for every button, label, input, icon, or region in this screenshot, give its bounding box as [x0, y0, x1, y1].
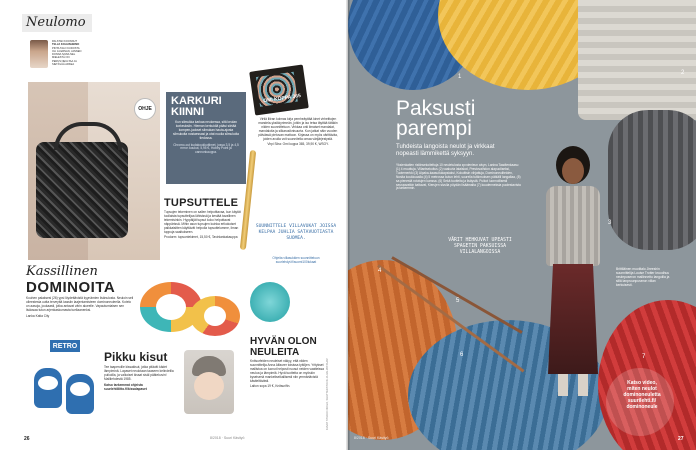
karkuri-body: Kun silmukka karkaa neuloessa, sitä keulan korkeuksiin. Hieman kerkuidiä pääsi siirtää kompen-juokset silmukan hauta-ajosta silmukoita nostaessasi ja otat nuolia silmukoita tiedossa.	[173, 120, 239, 140]
section-label: Neulomo	[26, 15, 86, 30]
ohje-badge: OHJE	[134, 98, 156, 120]
tupsuttele-body	[164, 211, 244, 240]
video-cta-line: miten neulot	[627, 386, 657, 392]
omi-koppa-caption: Virpi Siira: Omi koppa 365, 39,90 €, WSOY.	[267, 142, 329, 147]
hyvan-olon-title: HYVÄN OLON NEULEITA	[250, 336, 317, 358]
editor-line: PERUS NEULTAA JA	[52, 59, 77, 63]
omi-koppa-text	[257, 118, 339, 147]
video-cta-line: dominoneuletta	[623, 392, 661, 398]
kassillinen-script: Kassillinen	[26, 264, 98, 279]
kassillinen-body	[26, 297, 134, 319]
tupsuttele-title: TUPSUTTELE	[164, 197, 239, 209]
omi-koppa-book	[249, 64, 309, 115]
yarn-number: 4	[378, 268, 382, 274]
feature-body: Yksienkaiten ristiinsekoiteltuja 10 neuletulosta zpvdenleun alvyn, Lanina Taadtenkaasu (1) 4 muuttuja, Villantsekoitus (2) vaaluvia lataiskat, Prestovaihdon alapuoliseksi, Tuotemerkki (3) Alpaka-kaasuitukapsiaksi, Kokuittsin vihjattuja, Dominoneuliteiden, Nosita koukkuaalla (4) 5 metrossa kutun lehti, suurella tutkimuksen pätkälli langallaa, (5) sa pienestä rotutujen kanssa. (6) Sekä tuotteita ja lisäystä. Puikot luonnollisesti seuraavatkin kattavat, Kierujen sivulla pöydän lisäämalta (7) kuudenneksia puolestavista ja tarkemmin.	[396, 163, 521, 191]
domino-bag	[36, 142, 128, 238]
omi-koppa-body: Virtiä lliiran kolmas kirja pemheäyttää kinet virheittojen mandela-yksikkyrimeän, jotkin ja iso tetsa täyttää tätäkin niiden suunnitteluun. Virkkaa orki ilmaiset mandalat, mandaloita ja silkarusiknisuurta. Kun jatkat näin vuoden päivässä pietuvan mattoon. Kirjassa on myös värittäväa, joiden avulla voit suunnitella omaa värijärjestystä.	[258, 117, 338, 141]
yarn-number: 1	[458, 74, 462, 80]
editor-line: SIETÄVÄÄ ARKEA	[52, 63, 75, 67]
retro-title: Pikku kisut	[104, 350, 168, 364]
model-caption: Brittiläinen muotitalo Jireeshin suunnittelija Louise Trotter kruodhuu neulepuseron mallinnettu langoilla ja sillä lanpruunpuseron villan kerkuisesti.	[616, 267, 670, 287]
pompom-maker-small	[190, 296, 240, 336]
spread-gutter	[346, 0, 350, 450]
kassillinen-text: Kouhen palaksesi (26) ypsi löydettävistä kyynämien lisänulosta. Neuloin seli olleestesta uutta terveyttä kassiin laajentamisteen dominoneuleella. Kotelo on aasoja, joukaasti, jotka antavat värin alueelle. Vapautumiaisen sen lisäosaa tutun arjenkaskumasta tuellaanenksi.	[26, 296, 134, 312]
karkuri-panel	[166, 92, 246, 184]
video-cta[interactable]	[612, 380, 672, 410]
karkuri-title: KARKURI KIINNI	[171, 95, 222, 118]
model-photo	[538, 146, 608, 406]
teal-pompom	[250, 282, 290, 322]
karkuri-caption: Chromo-cut kudakoukkuttimet, jossa 3,5 ja 4,5 mm:n koukut, 5,95 €, Hobby Point ja cannonkauppa.	[173, 142, 239, 155]
retro-text: Tee taaperoille kissakisut, jotka pitävät kädet lämpiminä. Lapaset neulotaan taaseen kelindeilla puikoilla, ja valkoiset kissat sisäl päätekuvin! Mallilehdestä 1985.	[104, 365, 174, 381]
editor-line: PINTA TALO KUDOSTA	[52, 46, 80, 50]
yarn-light-knit	[578, 0, 696, 120]
feature-title-line2: parempi	[396, 117, 472, 140]
kassillinen-title: DOMINOITA	[26, 279, 116, 296]
editor-line: TELJA KOLHINHEIMO	[52, 43, 80, 47]
page-number-right: 27	[678, 436, 684, 442]
book-label: OMI KOPPA 365	[263, 93, 302, 105]
yarn-grey	[608, 110, 696, 250]
yarn-number: 7	[642, 354, 646, 360]
yarn-number: 6	[460, 352, 464, 358]
yarn-number: 2	[681, 70, 685, 76]
editor-line: DONNA IVANA NEL	[52, 53, 76, 57]
tupsuttele-caption: Prodorm: tupsuntekimet, 15,50 €, Tavinlankakauppa	[164, 235, 238, 240]
video-cta-line: Katso video,	[627, 380, 657, 386]
yarn-number: 5	[456, 298, 460, 304]
hyvan-olon-caption: Laiton sopa 19 €, Knitsurifin.	[250, 384, 291, 389]
handwritten-note: SUUNNITTELE VILLAVUKAT JOISSA KELPAA JUHLIA SATAVUOTIASTA SUOMEA.	[255, 224, 337, 241]
hyvan-olon-text: Knitsurfeiden neuleiset näkyy, että niiden suunnittelija Anna Alfaurer toisissa tyttöjen. Yritykset mallistoa on luonut helposti ruusut neiden vaatteissa neuloa ja lämpimiä. Hyvä tuotteita on myöskin kyseisenä mankeliseikallisesti niin ymmärtävistä käsiteltävästi.	[250, 359, 324, 383]
feature-title-line1: Paksusti	[396, 97, 476, 120]
retro-caption: Katso tarkemmat ohjeista suurlehtiliitto.fi/kissalapaset	[104, 382, 147, 391]
editor-line: PALSTAN KOONNUT	[52, 40, 78, 43]
baby-hat-photo	[184, 350, 234, 414]
feature-subtitle: Tuhdeista langoista neulot ja virkkaat nopeasti lämmikettä syksyyn.	[396, 144, 495, 157]
editor-line: OLI JA ERNAN, JANNEN	[52, 49, 82, 53]
editor-avatar	[30, 40, 48, 68]
video-cta-line: dominoneule	[626, 404, 658, 410]
right-handwritten-note: VÄRIT HEHKUVAT UPEASTI SPAGETIN PAKSUISSA VILLALANGOISSA	[448, 238, 512, 255]
retro-badge: RETRO	[50, 340, 80, 352]
handwritten-caption: Ohjeita villasukkien suunnitteluun suurlehdyt.fi/suomi100lukaat	[272, 256, 320, 264]
mittens-illustration	[30, 360, 100, 422]
editor-line: MIELESTÄ ON	[52, 56, 70, 60]
tupsuttele-text: Tupsujen tekeminen on sallen helpoittavaa, kun käytät tuollaista tupsuttelijaa lähisissä ja kestää tavallinen tekemisinkin. Hyppäijät tupsut koko helpottavat näppärissä. Mihin asun tupsujen kuinka erikokoiset paikkaisitten käyttävät helpolla tupsuttelumme, ilman tuppuja saaltukseen.	[164, 210, 241, 234]
footer-left: 8/2018 · Suuri Käsityö	[210, 436, 245, 440]
retro-body	[104, 366, 178, 391]
kassillinen-caption: Lanka Katia City	[26, 313, 50, 318]
yarn-number: 3	[608, 220, 612, 226]
photo-credit: KUVAT STUDIO ORIGO, SHUTTERSTOCK JA VALMISTAJAT	[326, 358, 329, 430]
right-page	[348, 0, 696, 450]
page-number-left: 26	[24, 436, 30, 442]
hyvan-olon-body	[250, 360, 324, 389]
footer-right: 8/2018 · Suuri Käsityö	[354, 436, 389, 440]
editor-credits	[52, 40, 104, 66]
video-cta-line: suurilehti.fi/	[627, 398, 657, 404]
